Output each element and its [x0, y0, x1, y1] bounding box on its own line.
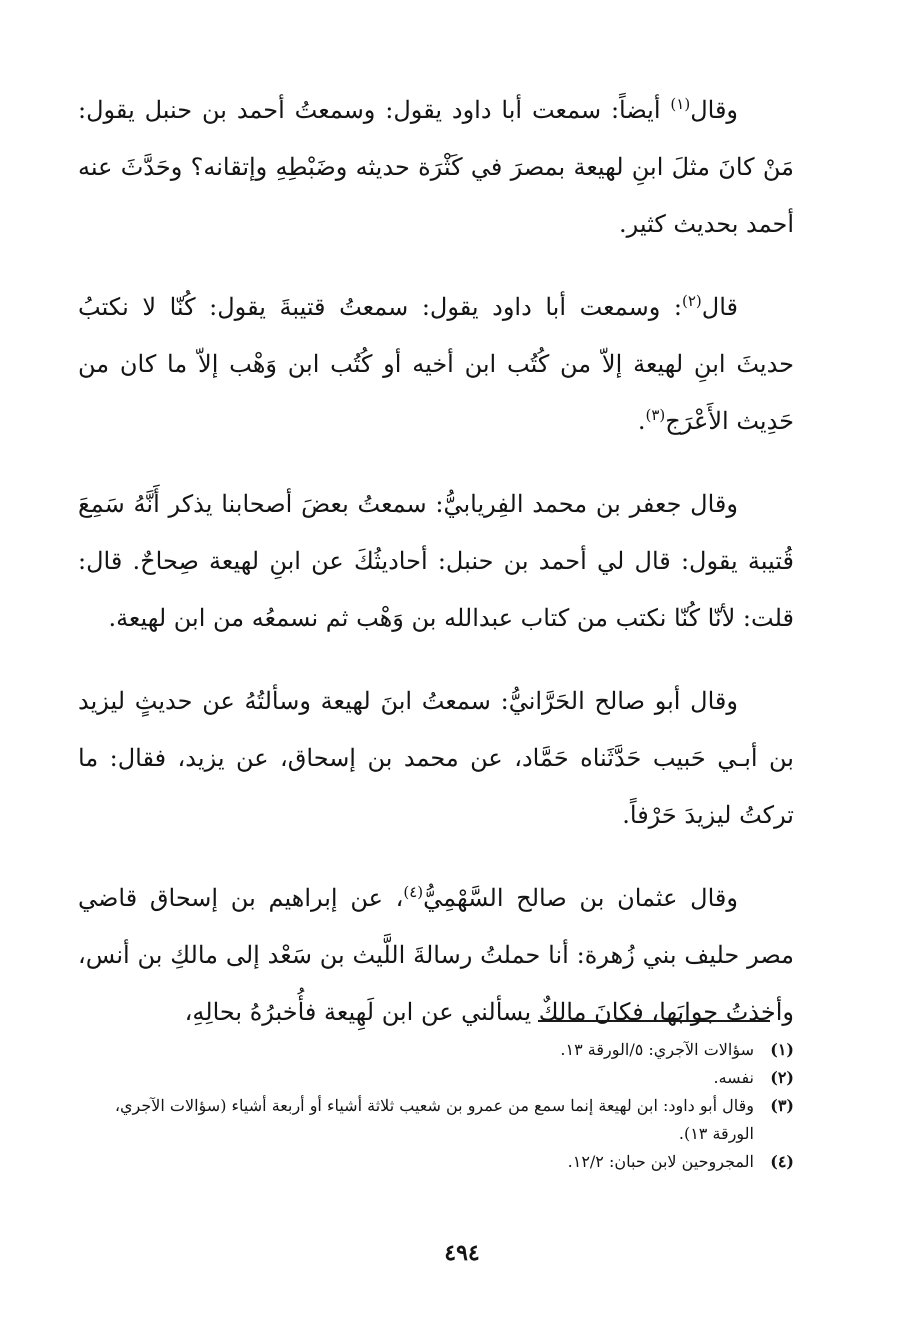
- paragraph-5-text-start: وقال عثمان بن صالح السَّهْمِيُّ: [423, 884, 738, 912]
- footnote-ref-1[interactable]: (١): [670, 95, 691, 113]
- paragraph-4-text: وقال أبو صالح الحَرَّانيُّ: سمعتُ ابنَ لهيعة وسألتُهُ عن حديثٍ ليزيد بن أبـي حَبيب حَدَّثَناه حَمَّاد، عن محمد بن إسحاق، عن يزيد، فقال: ما تركتُ ليزيدَ حَرْفاً.: [78, 687, 794, 829]
- paragraph-4: [78, 673, 794, 844]
- footnote-ref-2[interactable]: (٢): [681, 292, 702, 310]
- footnote-text: سؤالات الآجري: ٥/الورقة ١٣.: [560, 1040, 754, 1059]
- footnote-number: (١): [770, 1040, 794, 1059]
- paragraph-1-text-end: أيضاً: سمعت أبا داود يقول: وسمعتُ أحمد بن حنبل يقول: مَنْ كانَ مثلَ ابنِ لهيعة بمصرَ في كَثْرَة حديثه وضَبْطِهِ وإتقانه؟ وحَدَّثَ عنه أحمد بحديث كثير.: [78, 96, 794, 238]
- page-number: ٤٩٤: [444, 1240, 480, 1266]
- footnote-number: (٣): [770, 1096, 794, 1115]
- footnote-number: (٤): [770, 1152, 794, 1171]
- main-text: [78, 82, 794, 1067]
- paragraph-5: [78, 870, 794, 1041]
- footnote-2: [78, 1064, 794, 1092]
- footnote-3: [78, 1092, 794, 1148]
- footnotes: [78, 1036, 794, 1176]
- paragraph-2-text-middle: : وسمعت أبا داود يقول: سمعتُ قتيبةَ يقول: كُنّا لا نكتبُ حديثَ ابنِ لهيعة إلاّ من كُتُب ابن أخيه أو كُتُب ابن وَهْب إلاّ ما كان من حَدِيث الأَعْرَج: [78, 293, 795, 435]
- footnote-number: (٢): [770, 1068, 794, 1087]
- paragraph-2-text-start: قال: [701, 293, 738, 321]
- footnote-text: المجروحين لابن حبان: ١٢/٢.: [567, 1152, 754, 1171]
- paragraph-2: [78, 279, 794, 450]
- footnote-text: نفسه.: [713, 1068, 754, 1087]
- paragraph-1-text-start: وقال: [690, 96, 738, 124]
- footnote-separator: [538, 1020, 770, 1022]
- paragraph-3-text: وقال جعفر بن محمد الفِريابيُّ: سمعتُ بعضَ أصحابنا يذكر أَنَّهُ سَمِعَ قُتيبة يقول: قال لي أحمد بن حنبل: أحاديثُكَ عن ابنِ لهيعة صِحاحٌ. قال: قلت: لأنّا كُنّا نكتب من كتاب عبدالله بن وَهْب ثم نسمعُه من ابن لهيعة.: [78, 490, 794, 632]
- paragraph-5-text-end: ، عن إبراهيم بن إسحاق قاضي مصر حليف بني زُهرة: أنا حملتُ رسالةَ اللَّيث بن سَعْد إلى مالكِ بن أنس، وأخذتُ جوابَها، فكانَ مالكٌ يسألني عن ابن لَهِيعة فأُخبرُهُ بحالِهِ،: [78, 884, 794, 1026]
- footnote-4: [78, 1148, 794, 1176]
- paragraph-1: [78, 82, 794, 253]
- paragraph-3: [78, 476, 794, 647]
- footnote-ref-4[interactable]: (٤): [403, 883, 424, 901]
- footnote-ref-3[interactable]: (٣): [645, 406, 666, 424]
- paragraph-2-text-end: .: [637, 407, 646, 435]
- footnote-text: وقال أبو داود: ابن لهيعة إنما سمع من عمرو بن شعيب ثلاثة أشياء أو أربعة أشياء (سؤالات الآجري، الورقة ١٣).: [114, 1096, 754, 1143]
- footnote-1: [78, 1036, 794, 1064]
